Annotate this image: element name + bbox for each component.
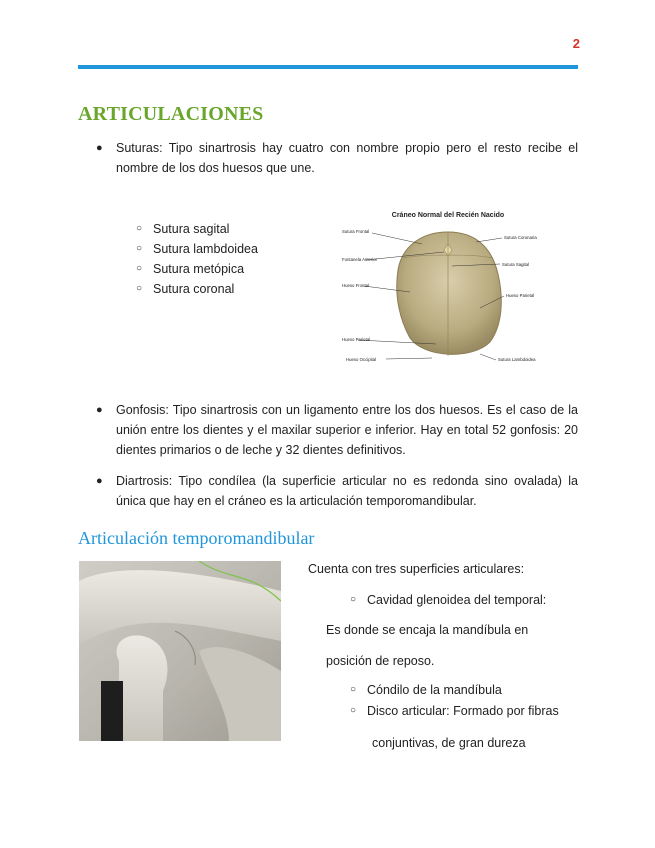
suture-coronal: Sutura coronal: [153, 282, 235, 296]
tm-item-cavidad-desc-1: Es donde se encaja la mandíbula en: [326, 623, 529, 637]
bullet-gonfosis: [96, 400, 578, 460]
circle-bullet: ○: [350, 684, 357, 695]
list-item: [136, 259, 258, 279]
bullet-suturas: [96, 138, 578, 178]
label-parietal-bone: Hueso Parietal: [342, 337, 371, 342]
label-coronal-suture: Sutura Coronaria: [504, 235, 537, 240]
bullet-dot: ●: [96, 404, 103, 416]
figure-title: Cráneo Normal del Recién Nacido: [391, 212, 505, 219]
circle-bullet: ○: [136, 283, 143, 294]
sutures-list: [136, 219, 258, 299]
list-item: [136, 279, 258, 299]
tm-item-disco-desc: conjuntivas, de gran dureza: [372, 736, 526, 750]
newborn-skull-figure: [340, 208, 556, 368]
tm-item-condilo: [350, 680, 502, 700]
tm-item-cavidad-text: Cavidad glenoidea del temporal:: [367, 593, 547, 607]
shadow-area: [101, 681, 123, 741]
circle-bullet: ○: [136, 243, 143, 254]
bullet-diartrosis: [96, 471, 578, 511]
list-item: [136, 219, 258, 239]
label-frontal-suture: Sutura Frontal: [342, 229, 370, 234]
bullet-dot: ●: [96, 475, 103, 487]
suture-lambdoidea: Sutura lambdoidea: [153, 242, 258, 256]
header-rule: [78, 65, 578, 69]
label-anterior-fontanelle: Fontanela Anterior: [342, 257, 378, 262]
circle-bullet: ○: [136, 223, 143, 234]
tm-intro: Cuenta con tres superficies articulares:: [308, 562, 525, 576]
page-title: ARTICULACIONES: [78, 103, 264, 125]
label-parietal-bone-right: Hueso Parietal: [506, 293, 535, 298]
bullet-dot: ●: [96, 142, 103, 154]
bullet-diartrosis-text: Diartrosis: Tipo condílea (la superficie articular no es redonda sino ovalada) la única que hay en el cráneo es la articulación temporomandibular.: [116, 474, 578, 508]
suture-metopica: Sutura metópica: [153, 262, 245, 276]
label-occipital-bone: Hueso Occipital: [346, 357, 377, 362]
list-item: [136, 239, 258, 259]
tm-item-cavidad-desc-2: posición de reposo.: [326, 654, 435, 668]
section-heading-tm: Articulación temporomandibular: [78, 528, 315, 548]
label-lambdoid-suture: Sutura Lambdoidea: [498, 357, 536, 362]
tmj-photo: [79, 561, 281, 741]
label-sagittal-suture: Sutura Sagital: [502, 262, 529, 267]
tm-item-disco-text: Disco articular: Formado por fibras: [367, 704, 559, 718]
circle-bullet: ○: [136, 263, 143, 274]
mandible-condyle: [117, 635, 168, 741]
circle-bullet: ○: [350, 705, 357, 716]
bullet-suturas-text: Suturas: Tipo sinartrosis hay cuatro con nombre propio pero el resto recibe el nombre de los dos huesos que une.: [116, 141, 578, 175]
tm-item-condilo-text: Cóndilo de la mandíbula: [367, 683, 502, 697]
label-frontal-bone: Hueso Frontal: [342, 283, 369, 288]
tm-item-disco: [350, 701, 559, 721]
suture-sagital: Sutura sagital: [153, 222, 230, 236]
page-number: 2: [572, 36, 580, 51]
bullet-gonfosis-text: Gonfosis: Tipo sinartrosis con un ligamento entre los dos huesos. Es el caso de la unión entre los dientes y el maxilar superior e inferior. Hay en total 52 gonfosis: 20 dientes primarios o de leche y 32 dientes definitivos.: [116, 403, 578, 457]
tm-item-cavidad: [350, 590, 546, 610]
circle-bullet: ○: [350, 594, 357, 605]
